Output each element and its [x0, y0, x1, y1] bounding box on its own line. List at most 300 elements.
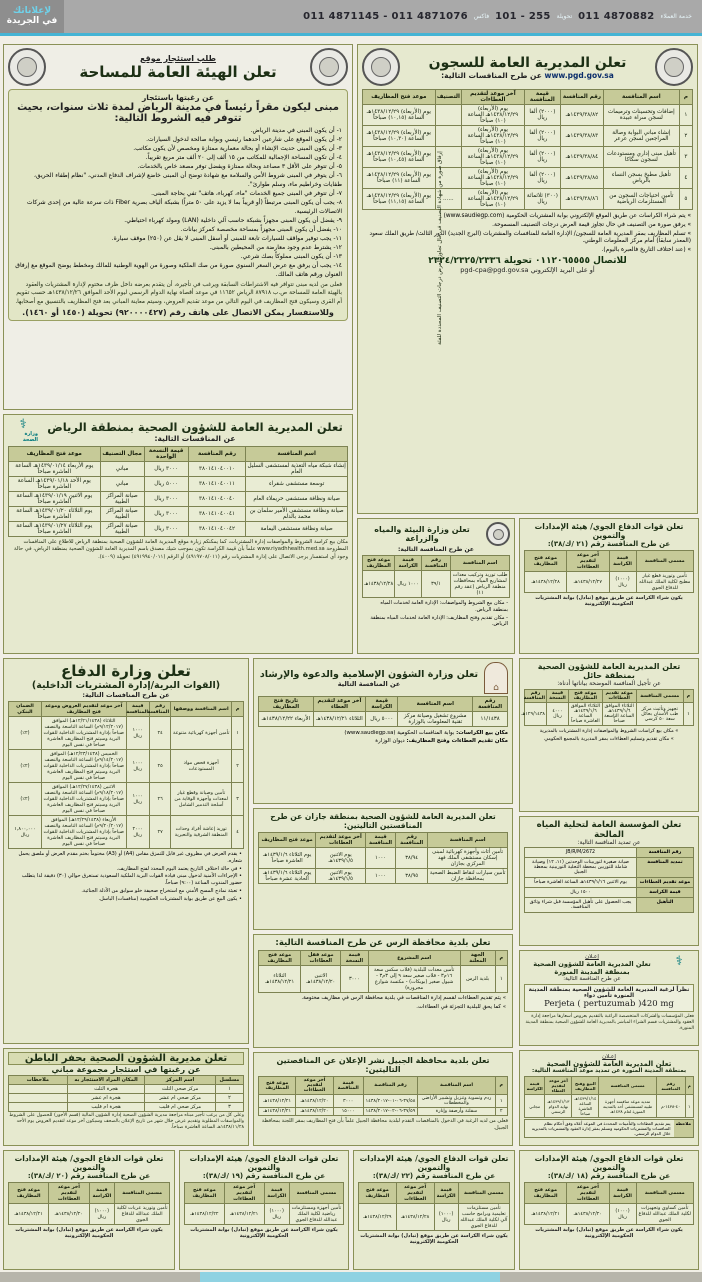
- jubail-tenders-table: [258, 1076, 508, 1116]
- madinah-direct-body1: نظراً لرغبة المديرية العامة للشؤون الصحية بمنطقة المدينة المنورة تأمين دواء: [528, 987, 690, 999]
- hafr-note: وعلى كل من يرغب تأجير مبناه مراجعة مديرية الشؤون الصحية إدارة الشؤون المالية (قسم الأجور) للحصول على الشروط والمواصفات المطلوبة وتقديم عرض خلال شهر من تاريخ الإعلان بالصحف وسيكون آخر موعد لتقديم العروض يوم الأحد ١٤٣٨/١١/٢٨هـ الساعة العاشرة صباحاً.: [9, 1113, 244, 1131]
- ministry-of-health-logo: ⚕ وزارة الصحة: [19, 417, 38, 443]
- table-cell: يوم الأحد ١٤٣٩/٠١/١٨هـ الساعة العاشرة صباحاً: [9, 477, 101, 492]
- customer-service-phone: 011 4870882: [578, 11, 655, 22]
- madinah-drug-name: Perjeta ( pertuzumab )420 mg: [544, 999, 674, 1009]
- table-header-cell: ملاحظات: [9, 1076, 68, 1085]
- table-cell: ٣٨٠١٤١٠٤٠٠١٠: [188, 462, 246, 477]
- jazan-tenders-table: [258, 832, 508, 884]
- table-cell: ٢: [679, 126, 692, 147]
- table-cell: ١٤٣٨/١٢/٢١هـ: [224, 1204, 264, 1225]
- table-cell: الاثنين ١٤٣٨/١٢/٢٠هـ: [301, 966, 341, 993]
- detail-value: ١٥٠٠ ريال: [570, 890, 591, 895]
- table-header-cell: الجهة المعلنة: [460, 951, 495, 966]
- table-cell: مجاني: [525, 1095, 545, 1118]
- table-cell: ١٢٩/١٤٣٨هـ: [525, 703, 547, 726]
- table-header-cell: موعد فتح المظاريف: [259, 951, 301, 966]
- table-cell: ١٤٣٨/١٢/٢٢هـ: [185, 1204, 225, 1225]
- table-cell: ٥٠٠٠ ريال: [144, 477, 188, 492]
- defense-note-item: • يقدم العرض في مظروف غير قابل للتمزق مقاس (A4) أو (A3) مختوماً بختم مقدم العرض أو ملصق يحمل شعاره.: [18, 851, 242, 864]
- table-cell: يوم (الأربعاء) ١٤٣٨/١٢/٢٩هـ الساعة (١٠,٣٠) صباحاً: [363, 126, 436, 147]
- table-cell: [435, 147, 461, 168]
- air-defense-title: تعلن قوات الدفاع الجوي/ هيئة الإمدادات والتموين: [189, 1154, 339, 1172]
- table-row: [259, 848, 508, 869]
- table-row: [9, 492, 348, 507]
- table-cell: ١٤٣٩/٣٨/٨٥هـ: [561, 168, 604, 189]
- table-row: [525, 1204, 694, 1225]
- table-cell: ١٤٣٨/١٢/٢١هـ: [9, 1204, 49, 1225]
- table-cell: يوم (الأربعاء) ١٤٣٨/١٢/٢٩هـ الساعة (١٠) صباحاً: [462, 126, 525, 147]
- defense-note-item: • تعبئة نماذج المسح الأمني مع استخراج صحيفة خلو سوابق من الأدلة الجنائية.: [81, 887, 242, 894]
- air-defense-box: [353, 1150, 515, 1270]
- riyadh-health-table: [8, 446, 348, 537]
- banner-contact-info: [64, 11, 702, 22]
- table-row: [259, 1108, 508, 1116]
- prisons-website-link[interactable]: www.pgd.gov.sa: [544, 70, 614, 80]
- table-header-cell: مسمى المنافسة: [636, 1183, 693, 1204]
- survey-condition-item: ١٤- يجب أن يرفق مع عرض السعر السنوي صورة من صك الملكية وصورة من الهوية الوطنية للمالك ومخطط يوضح الموقع مع إرفاق العنوان ورقم هاتف المالك.: [15, 262, 342, 278]
- survey-condition-item: ٧- أن تتوفر في المبنى جميع الخدمات "ماء، كهرباء، هاتف" تفي بحاجة المبنى.: [151, 190, 342, 197]
- hail-note-item: » مكان تقديم وتسليم العطاءات بمقر المديرية بالمجمع الحكومي: [544, 735, 674, 742]
- table-cell: ١٠٠٠ ريال: [126, 750, 150, 783]
- table-cell: هجرة ام قليب: [67, 1103, 145, 1112]
- table-cell: [435, 105, 461, 126]
- rass-note-item: » يتم تقديم العطاءات لقسم إدارة المناقصات في بلدية محافظة الرس في مظاريف مختومة.: [301, 995, 506, 1001]
- data-table: [524, 1076, 694, 1118]
- madinah-ext-note: يتم تقديم العطاءات والتأمينات المحددة في الموعد أعلاه وفق أحكام نظام المنافسات والمشتريات الحكومية وتسلم بمقر إدارة العقود والمشتريات بالمديرية خلال الدوام الرسمي.: [531, 1121, 671, 1136]
- table-cell: تأهيل مطبخ بسجن النساء بالرياض: [603, 168, 679, 189]
- table-cell: يوم (الأربعاء) ١٤٣٨/١٢/٢٩هـ الساعة (١٠) صباحاً: [462, 147, 525, 168]
- env-water-note-item: - مكان تقديم وفتح المظاريف: الإدارة العامة لخدمات المياه بمنطقة الرياض.: [370, 614, 508, 628]
- defense-subtitle2: عن طرح المنافسات التالية:: [82, 691, 170, 699]
- table-cell: الثلاثاء الموافق ١٤٣٩/١/٦هـ الساعة العاشرة صباحاً: [568, 703, 602, 726]
- air-defense-tender-number: عن طرح المنافسة رقم (١٩ /ك/٣٨):: [202, 1172, 326, 1180]
- riyadh-health-subtitle: عن المنافسات التالية:: [154, 433, 236, 443]
- survey-condition-item: ٣- أن يكون المبنى حديث الإنشاء أو بحالة معمارية ممتازة ومخصص لأن يكون مكاتب.: [133, 145, 342, 152]
- table-cell: إنشاء مباني البوابة وصالة المراجعين لسجن عرعر: [603, 126, 679, 147]
- table-cell: ١٥٠٠٠: [333, 1108, 363, 1116]
- table-header-cell: قيمة النسخة الواحدة: [144, 447, 188, 462]
- hail-title: تعلن المديرية العامة للشؤون الصحية بمنطقة حائل: [537, 662, 681, 680]
- survey-condition-item: ١٠- يفضل أن يكون المبنى مجهزاً بمساحة مخصصة كمركز بيانات.: [180, 226, 342, 233]
- jubail-municipality-announcement: [253, 1052, 513, 1146]
- table-cell: ٣: [679, 147, 692, 168]
- fax-label: فاكس: [473, 13, 490, 20]
- table-row: [363, 126, 693, 147]
- table-header-cell: م: [495, 1077, 507, 1095]
- table-cell: هجرة ام عشر: [67, 1094, 145, 1103]
- table-cell: ١: [215, 1085, 243, 1094]
- table-header-cell: مسمى المنافسة: [636, 551, 693, 572]
- table-cell: يوم (الأربعاء) ١٤٣٨/١٢/٢٩هـ الساعة (١٠,٤٥) صباحاً: [363, 147, 436, 168]
- table-cell: (٢٠٠٠) ألفا ريال: [524, 105, 560, 126]
- prisons-subtitle: عن طرح المنافسات التالية:: [441, 70, 542, 80]
- table-header-cell: البيع وفتح المظاريف: [572, 1077, 599, 1095]
- survey-tag: طلب استئجار موقع: [139, 53, 217, 63]
- table-cell: ١: [679, 105, 692, 126]
- jubail-title: تعلن بلدية محافظة الجبيل نشر الإعلان عن المناقصتين التاليتين:: [276, 1056, 490, 1074]
- desalination-detail-row: [524, 887, 694, 898]
- table-cell: (١٠٠٠) ريال: [609, 1204, 636, 1225]
- ministry-of-health-logo: ⚕: [675, 954, 683, 969]
- table-header-cell: مسمى المنافسة: [289, 1183, 343, 1204]
- table-header-cell: مسمى المنافسة: [636, 690, 683, 703]
- data-table: [521, 689, 694, 726]
- table-cell: الاثنين (١٢/٢٧/١٤٣٨هـ) الموافق (٩/١٨/٢٠١٧م) الساعة التاسعة والنصف صباحاً بإدارة المشتريات الداخلية للقوات البرية وسيتم فتح المظاريف العاشرة صباحاً في نفس اليوم: [41, 783, 126, 816]
- table-header-cell: قيمة المنافسة: [524, 90, 560, 105]
- prisons-contact: للاتصال ٠١١٢٠٦٥٥٥٥ تحويلة ٢٣٢٤/٢٣٢٥/٢٣٣٦: [428, 256, 627, 267]
- survey-closing: فعلى من لديه مبنى تتوافر فيه الاشتراطات السابقة ويرغب في تأجيره، أن يتقدم بعرضه داخل ظرف مختوم لإدارة المشتريات والعقود بالهيئة العامة للمساحة ص.ب ٨٧٩١٨ الرياض ١١٦٥٢ في موعد أقصاه نهاية الدوام الرسمي ليوم الأحد الموافق ١٤٣٨/١٢/٢٦هـ حسب تقويم أم القرى وسيكون فتح المظاريف في اليوم التالي من موعد تقديم العروض، وسيتم معاينة المباني بعد فتح المظاريف بالتنسيق مع أصحابها.: [15, 282, 342, 305]
- islamic-subtitle: عن المنافسة التالية: [337, 679, 401, 688]
- table-header-cell: مسمى المنافسة: [599, 1077, 656, 1095]
- table-cell: ١٤٣٨/١٢/٢٨هـ: [525, 572, 567, 593]
- table-header-cell: موعد فتح المظاريف: [525, 1183, 567, 1204]
- table-header-cell: قيمة الكراسة: [366, 697, 398, 712]
- desalination-detail-row: [524, 877, 694, 888]
- table-header-cell: اسم المنافسة: [451, 556, 510, 571]
- table-cell: ......: [435, 189, 461, 210]
- hail-health-announcement: [519, 658, 699, 812]
- table-cell: [9, 1085, 68, 1094]
- table-cell: تأمين أثاث وأجهزة كهربائية لمبنى إسكان مستشفى الملك فهد المركزي بجازان: [428, 848, 508, 869]
- table-cell: سفلتة وأرصفة وإنارة: [418, 1108, 495, 1116]
- air-defense-tender-number: عن طرح المنافسة رقم (٢٢ /ك/٣٨):: [372, 1172, 496, 1180]
- table-cell: يوم (الأربعاء) ١٤٣٨/١٢/٢٩هـ الساعة (١٠,١٥) صباحاً: [363, 105, 436, 126]
- survey-conditions-list: [14, 126, 342, 279]
- defense-note-item: • الإجراءات الأمنية لدخول مبنى قيادة القوات البرية الملكية السعودية تستغرق حوالي (٣٠) دقيقة لذا يتطلب حضور المندوب الساعة (٩:٠٠) صباحاً.: [21, 873, 242, 886]
- table-header-cell: رقم المنافسة: [473, 697, 508, 712]
- table-cell: الثلاثاء ١٤٣٨/١٢/٢١هـ: [313, 712, 365, 727]
- env-water-table: [362, 555, 510, 598]
- table-header-cell: مسمى المنافسة: [458, 1183, 509, 1204]
- table-cell: تأمين وتوريد قطع غيار مطبخ لكلية الملك عبدالله للدفاع الجوي: [636, 572, 693, 593]
- air-defense-title: تعلن قوات الدفاع الجوي/ هيئة الإمدادات والتموين: [359, 1154, 509, 1172]
- rass-municipality-announcement: [253, 934, 513, 1048]
- islamic-affairs-announcement: [253, 658, 513, 804]
- table-cell: ٤: [679, 168, 692, 189]
- table-header-cell: اسم المناقصة: [418, 1077, 495, 1095]
- table-row: [359, 1204, 510, 1231]
- table-header-cell: رقم المنافسة: [147, 703, 170, 715]
- table-header-cell: آخر موعد لتقديم العطاءات: [296, 1077, 333, 1095]
- madinah-ext-note-label: ملاحظة: [674, 1120, 693, 1137]
- data-table: [258, 832, 508, 884]
- desalination-announcement: [519, 816, 699, 946]
- table-cell: ١٤٣٩/٣٨/٨٣هـ: [561, 126, 604, 147]
- table-cell: ٤٠-١٤٣٨-م: [656, 1095, 685, 1118]
- environment-ministry-logo: [486, 522, 510, 546]
- defense-subtitle: (القوات البرية/إدارة المشتريات الداخلية): [31, 680, 221, 691]
- data-table: [258, 950, 508, 993]
- table-cell: تأمين معدات للبلدية (قلاب سكس سعة ١٦م٣ - قلاب صغير سعة ٩ إلى ٣م٣ - شيول صغير (بوبكات) - مكنسة شوارع مجرورة): [368, 966, 460, 993]
- table-cell: (٢٪): [9, 717, 42, 750]
- table-cell: بلدية الرس: [460, 966, 495, 993]
- table-cell: يوم الثلاثاء ١٤٣٩/٠١/٢٠هـ الساعة العاشرة صباحاً: [9, 507, 101, 522]
- air-defense-box: [519, 518, 699, 654]
- page-bottom-accent: [200, 1272, 500, 1282]
- prisons-note-item: » تسلم المظاريف بمقر المديرية العامة للسجون/ الإدارة العامة للمنافسات والمشتريات (البرج الجديد) الدور الثالث/ طريق الملك سعود (المعذر سابقاً) أمام مركز المعلومات الوطني.: [369, 230, 691, 245]
- desalination-details: [524, 847, 694, 913]
- survey-condition-item: ١- أن يكون المبنى في مدينة الرياض.: [250, 127, 342, 134]
- data-table: [8, 701, 244, 849]
- islamic-info-rows: [258, 729, 508, 745]
- data-table: [8, 1182, 170, 1225]
- table-cell: توريد إعاشة أفراد وحدات المنطقة الشرقية والنعيرية: [171, 816, 232, 849]
- table-cell: تأمين أجهزة ومستلزمات رياضية لكلية الملك عبدالله للدفاع الجوي: [289, 1204, 343, 1225]
- prisons-title: تعلن المديرية العامة للسجون: [428, 54, 627, 71]
- table-header-cell: آخر موعد لتقديم العطاءات: [567, 1183, 609, 1204]
- table-cell: [9, 1103, 68, 1112]
- table-cell: تأمين احتياجات السجون من المستلزمات الرياضية: [603, 189, 679, 210]
- customer-service-label: خدمة العملاء: [660, 13, 692, 20]
- table-header-cell: التصنيف: [435, 90, 461, 105]
- table-cell: صيانة المراكز الطبية: [100, 492, 144, 507]
- madinah-ext-title: تعلن المديرية العامة للشؤون الصحية: [546, 1060, 672, 1068]
- table-cell: ١٤٣٨/١٢/٢٩هـ: [359, 1204, 397, 1231]
- table-cell: يوم الثلاثاء ١٤٣٩/١/٦هـ الحادية عشرة صباحاً: [259, 869, 316, 884]
- detail-label: التأهيل: [636, 898, 693, 912]
- table-row: [9, 1085, 244, 1094]
- table-header-cell: رقم المناقصة: [363, 1077, 418, 1095]
- table-cell: ٢٠٠٠ ريال: [126, 816, 150, 849]
- table-cell: ٢٥: [150, 750, 171, 783]
- table-header-cell: قيمة الكراسة: [434, 1183, 458, 1204]
- survey-condition-item: ٨- يجب أن يكون المبنى مرتبطاً (أو قريباً بما لا يزيد على ٥٠ متراً) بشبكة ألياف بصرية Fiber ذات سرعة عالية من إحدى شركات الاتصالات الرئيسية.: [26, 199, 342, 215]
- table-cell: (٣٠٠) ثلاثمائة ريال: [524, 189, 560, 210]
- defense-ministry-announcement: [3, 658, 249, 1044]
- table-header-cell: قيمة النسخة: [547, 690, 569, 703]
- table-cell: الثلاثاء (١٢/٢١/١٤٣٨هـ) الموافق (٩/١٢/٢٠١٧م) الساعة التاسعة والنصف صباحاً بإدارة المشتريات الداخلية للقوات البرية وسيتم فتح المظاريف العاشرة صباحاً في نفس اليوم: [41, 717, 126, 750]
- hail-note-item: » مكان بيع كراسات الشروط والمواصفات إدارة المشتريات بالمديرية: [539, 728, 679, 734]
- table-cell: ١٤٣٨/١٢/٢١هـ: [259, 1108, 296, 1116]
- table-header-cell: موعد فتح المظاريف: [9, 447, 101, 462]
- survey-condition-item: ٩- يفضل أن يكون المبنى مجهزاً بشبكة حاسب آلي داخلية (LAN) ومولد كهرباء احتياطي.: [124, 217, 342, 224]
- table-cell: ٣٠٠٠ ريال: [144, 522, 188, 537]
- table-cell: ٣٧/٥٨-٠٦-٠١-١٤٣٨/٢٠١٧: [363, 1095, 418, 1108]
- table-header-cell: قيمة الكراسة: [264, 1183, 289, 1204]
- air-defense-box: [519, 1150, 699, 1270]
- table-cell: الثلاثاء ١٤٣٨/١٢/٢١هـ: [259, 966, 301, 993]
- riyadh-health-note: مكان بيع كراسة الشروط والمواصفات إدارة المشتريات، كما يمكنكم زيارة موقع المديرية العامة للشؤون الصحية بمنطقة الرياض للاطلاع على المنافسات المطروحة www.riyadhhealth.med.sa علماً بأن قيمة الكراسة تكون بموجب شيك مصدق باسم المديرية العامة للشؤون الصحية بمنطقة الرياض، في حالة وجود أي استفسار يرجى الاتصال على إدارة المشتريات رقم (٤٩١٩٧٠٨/٠١١) أو الرقم (٤٩١٩٩٤٠/٠١١) تحويلة (٤٠٠٩).: [13, 539, 348, 560]
- table-row: [9, 462, 348, 477]
- table-cell: ١٤٣٩/٣٨/٨٢هـ: [561, 105, 604, 126]
- air-defense-tender-number: عن طرح المنافسة رقم (٢٠ /ك/٣٨):: [27, 1172, 151, 1180]
- madinah-ext-table: [524, 1076, 694, 1118]
- table-header-cell: رقم المنافسة: [523, 691, 545, 701]
- table-header-cell: الضمان البنكي: [9, 702, 42, 717]
- table-cell: ٤: [232, 816, 244, 849]
- table-cell: ١٤٣٨/١٢/٢٨هـ: [363, 571, 395, 598]
- table-cell: ١: [495, 1095, 507, 1108]
- fax-numbers: 011 4871145 - 011 4871076: [303, 11, 468, 22]
- env-water-notes: [364, 600, 508, 628]
- table-cell: (١٠٠٠) ريال: [609, 572, 636, 593]
- table-cell: ٣٧/٥٩-٠٦-٠٢-١٤٣٨/٢٠١٧: [363, 1108, 418, 1116]
- table-cell: ٣: [232, 783, 244, 816]
- table-cell: تأمين أجهزة كهربائية متنوعة: [171, 717, 232, 750]
- table-header-cell: اسم المنافسة: [398, 697, 473, 712]
- detail-value: صيانة صغيرة لتوربينات الوحدتين (١١، ١٢) وصيانة شاملة للتوربين بمحطة التحلية التوربينية بمحطة الجبيل: [532, 860, 629, 875]
- table-cell: ١٠٠٠: [366, 869, 396, 884]
- survey-condition-item: ١٣- أن يكون المبنى مملوكاً بصك شرعي.: [240, 253, 342, 260]
- table-cell: مركز صحي الثلث: [145, 1085, 216, 1094]
- survey-authority-announcement: [3, 44, 353, 410]
- table-cell: تأمين سيارات لنقاط الضبط الصحية بمحافظة جازان: [428, 869, 508, 884]
- table-cell: ١٤٣٨/١٢/٢٠هـ: [296, 1095, 333, 1108]
- survey-condition-item: ٦- أن يتوفر في المبنى شروط الأمن والسلامة مع شهادة توضح أن المبنى خاضع لإشراف الدفاع المدني، "نظام إطفاء الحريق، طفايات وخراطيم ماء، وسلم طوارئ".: [34, 172, 342, 188]
- rass-tender-table: [258, 950, 508, 993]
- table-row: [9, 1103, 244, 1112]
- survey-condition-item: ٤- أن تكون المساحة الإجمالية للمكاتب من ١٥ ألف إلى ٢٠ ألف متر مربع تقريباً.: [145, 154, 342, 161]
- table-cell: يوم الثلاثاء ١٤٣٩/١/٦هـ العاشرة صباحاً: [259, 848, 316, 869]
- table-header-cell: آخر موعد لتقديم العطاءات: [224, 1183, 264, 1204]
- survey-condition-item: ٥- أن تتوفر على الأقل ٣ مصاعد وبحالة ممتازة ويفضل توفر مصعد خاص بالخدمات.: [137, 163, 342, 170]
- table-cell: ١٤٣٩/١/١٣هـ نهاية الدوام الرسمي: [545, 1095, 572, 1118]
- table-header-cell: المكان المراد الاستئجار به: [67, 1076, 145, 1085]
- data-table: [358, 1182, 510, 1231]
- table-cell: ١٤٣٩/٣٨/٨٦هـ: [561, 189, 604, 210]
- defense-title: تعلن وزارة الدفاع: [61, 662, 191, 680]
- table-cell: أجهزة فحص مواد المستودعات: [171, 750, 232, 783]
- table-header-cell: آخر موعد لتقديم العطاءات: [567, 551, 609, 572]
- prisons-email[interactable]: أو على البريد الإلكتروني pgd-cpa@pgd.gov.sa: [460, 266, 595, 275]
- table-row: [259, 1095, 508, 1108]
- table-row: [9, 477, 348, 492]
- table-cell: (١٠٠٠) ريال: [89, 1204, 115, 1225]
- table-header-cell: موعد فتح المظاريف: [363, 556, 395, 571]
- table-header-cell: آخر موعد لتقديم العطاء: [313, 697, 365, 712]
- air-defense-tender-number: عن طرح المنافسة رقم (٢١ /ك/٣٨):: [547, 540, 671, 548]
- hafr-albatin-announcement: [3, 1048, 249, 1146]
- table-cell: مباني: [100, 462, 144, 477]
- detail-value: JB/R/M/2672: [565, 850, 596, 855]
- table-cell: ١٤٣٨/١٢/٢٨هـ: [396, 1204, 434, 1231]
- table-cell: يوم الأربعاء ١٤٣٩/٠١/١٤هـ الساعة العاشرة صباحاً: [9, 462, 101, 477]
- table-row: [259, 966, 508, 993]
- table-header-cell: آخر موعد لتقديم العطاءات: [396, 1183, 434, 1204]
- madinah-direct-subtitle: عن طرح المنافسة التالية:: [563, 976, 621, 982]
- table-cell: ١٠٠٠ ريال: [395, 571, 421, 598]
- table-cell: ١,٨٠٠,٠٠٠ ريال: [9, 816, 42, 849]
- riyadh-health-announcement: [3, 414, 353, 654]
- madinah-direct-tag: إعـلان: [585, 954, 599, 960]
- air-defense-title: تعلن قوات الدفاع الجوي/ هيئة الإمدادات والتموين: [534, 522, 684, 540]
- table-cell: ١٤٣٨/١٢/٢١هـ: [525, 1204, 567, 1225]
- table-cell: ١: [232, 717, 244, 750]
- table-header-cell: موعد فتح المظاريف: [9, 1183, 49, 1204]
- table-cell: ٥٠٠٠ ريال: [366, 712, 398, 727]
- table-cell: إضافات وتحسينات وترميمات لسجن سراة عبيدة: [603, 105, 679, 126]
- table-cell: ٣٠٠٠ ريال: [144, 462, 188, 477]
- table-header-cell: موعد فتح المظاريف: [185, 1183, 225, 1204]
- data-table: [258, 696, 508, 727]
- table-cell: تأمين وصيانة وقطع غيار لمعدات وأجهزة الوقاية من أسلحة التدمير الشامل: [171, 783, 232, 816]
- table-header-cell: آخر موعد لتقديم العطاءات: [316, 833, 366, 848]
- table-row: [525, 572, 694, 593]
- mosque-icon: ⌂: [484, 662, 508, 694]
- prisons-note-item: » يرفق صورة من التصنيف في حال تجاوز قيمة العرض درجات التصنيف المسموحة.: [492, 221, 691, 228]
- table-header-cell: قيمة المنافسة: [126, 703, 149, 715]
- table-header-cell: موعد فتح المظاريف: [259, 833, 316, 848]
- table-cell: (٢٠٠٠) ألفا ريال: [524, 147, 560, 168]
- jazan-title: تعلن المديرية العامة للشؤون الصحية بمنطقة جازان عن طرح المنافستين التاليتين:: [270, 812, 496, 830]
- table-header-cell: قيمة الكراسة: [525, 1077, 545, 1095]
- table-cell: صيانة المراكز الطبية: [100, 507, 144, 522]
- madinah-direct-purchase-announcement: [519, 950, 699, 1046]
- data-table: [184, 1182, 344, 1225]
- table-cell: (١٠٠٠) ريال: [264, 1204, 289, 1225]
- rass-title: تعلن بلدية محافظة الرس عن طرح المنافسة التالية:: [275, 938, 491, 948]
- survey-emblem-icon: [310, 48, 348, 86]
- table-cell: ١: [685, 1095, 693, 1118]
- table-cell: صيانة ونظافة مستشفى حريملاء العام: [246, 492, 348, 507]
- islamic-info-row: مكان بيع الكراسات: بوابة المنافسات الحكومية (www.saudiegp.sa): [344, 730, 508, 736]
- table-cell: طلب توريد وتركيب معدات لمشاريع المياه بمحافظات منطقة الرياض (عقد رقم ١١): [452, 572, 508, 596]
- madinah-direct-body2: فعلى المؤسسات والشركات المتخصصة الراغبة بالتقديم بعروض أسعارها مراجعة إدارة العقود والمشتريات قسم الشراء المباشر بالمديرية العامة للشؤون الصحية بمنطقة المدينة المنورة.: [525, 1014, 694, 1032]
- table-cell: تأهيل مبنى إداري ومستودعات لسجون سكاكا: [603, 147, 679, 168]
- table-row: [9, 522, 348, 537]
- table-cell: يوم الاثنين ١٤٣٩/١/٥هـ: [316, 869, 366, 884]
- newspaper-ads-logo: لإعلاناتك في الجريدة: [0, 0, 64, 33]
- defense-note-item: • يكون البيع عن طريق بوابة المشتريات الحكومية (منافسات) الباسل.: [98, 895, 242, 902]
- detail-label: موعد تقديم العطاءات: [636, 878, 693, 887]
- table-row: [363, 147, 693, 168]
- data-table: [362, 89, 693, 210]
- air-defense-note: يكون شراء الكراسة عن طريق موقع (تبادل) بوابة المشتريات الحكومية الإلكترونية: [360, 1233, 508, 1245]
- table-row: [9, 1094, 244, 1103]
- air-defense-title: تعلن قوات الدفاع الجوي/ هيئة الإمدادات والتموين: [14, 1154, 164, 1172]
- table-row: [259, 712, 508, 727]
- air-defense-note: يكون شراء الكراسة عن طريق موقع (تبادل) بوابة المشتريات الحكومية الإلكترونية: [535, 595, 683, 607]
- table-cell: ٥: [679, 189, 692, 210]
- table-cell: ٢: [215, 1094, 243, 1103]
- survey-emblem-icon: [8, 48, 46, 86]
- table-header-cell: رقم المنافسة: [561, 90, 604, 105]
- desalination-detail-row: [524, 897, 694, 913]
- table-cell: يوم (الأربعاء) ١٤٣٨/١٢/٢٩هـ الساعة (١٠) صباحاً: [462, 168, 525, 189]
- table-cell: ١٤٣٨/١٢/٢٠هـ: [567, 1204, 609, 1225]
- table-header-cell: مسمى المنافسة: [115, 1183, 170, 1204]
- riyadh-health-title: تعلن المديرية العامة للشؤون الصحية بمنطقة الرياض: [47, 419, 343, 434]
- table-cell: الثلاثاء الموافق ١٤٣٩/١/٦هـ الساعة التاسعة صباحاً: [604, 704, 635, 724]
- table-cell: ١٤٣٩/٣٨/٨٤هـ: [561, 147, 604, 168]
- table-cell: صيانة المراكز الطبية: [100, 522, 144, 537]
- extension-value: 101 - 255: [495, 11, 551, 22]
- table-header-cell: موعد فتح المظاريف: [525, 551, 567, 572]
- table-cell: توسعة مستشفى شقراء: [246, 477, 348, 492]
- hafr-subtitle: عن رغبتها في استئجار مجموعة مباني: [51, 1065, 201, 1074]
- table-header-cell: مسلسل: [215, 1076, 243, 1085]
- top-ads-banner: [0, 0, 702, 36]
- table-header-cell: قيمة النسخة: [341, 951, 368, 966]
- env-water-title: تعلن وزارة البيئة والمياه والزراعة: [374, 525, 470, 543]
- data-table: [8, 1075, 244, 1112]
- table-cell: [9, 1094, 68, 1103]
- table-cell: ٣٨٠١٤١٠٤٠٠٤٢: [188, 522, 246, 537]
- jubail-note: فعلى من لديه الرغبة في الدخول بالمناقصات التقدم لبلدية محافظة الجبيل علماً بأن فتح المظاريف بمقر اللجنة بمحافظة الجبيل.: [261, 1118, 508, 1131]
- islamic-title: تعلن وزارة الشؤون الإسلامية والدعوة والإرشاد: [259, 668, 479, 680]
- desalination-subtitle: عن تمديد المنافسة التالية:: [577, 840, 641, 846]
- table-cell: تجهيز وتأثيث مركز طب الأسنان بحائل سعة ٥٠ كرسي: [636, 703, 683, 726]
- table-cell: (٢٠٠٠) ألفا ريال: [524, 126, 560, 147]
- table-row: [363, 189, 693, 210]
- detail-value: يوم الاثنين ١٤٣٩/١/١٦هـ الساعة العاشرة صباحاً: [534, 880, 627, 885]
- table-cell: ٣٨٠١٤١٠٤٠٠٤١: [188, 507, 246, 522]
- table-header-cell: موعد فتح المظاريف: [259, 1077, 296, 1095]
- table-header-cell: موعد فتح المظاريف: [568, 690, 602, 703]
- table-header-cell: آخر موعد لتقديم العطاء: [545, 1077, 572, 1095]
- table-row: [9, 507, 348, 522]
